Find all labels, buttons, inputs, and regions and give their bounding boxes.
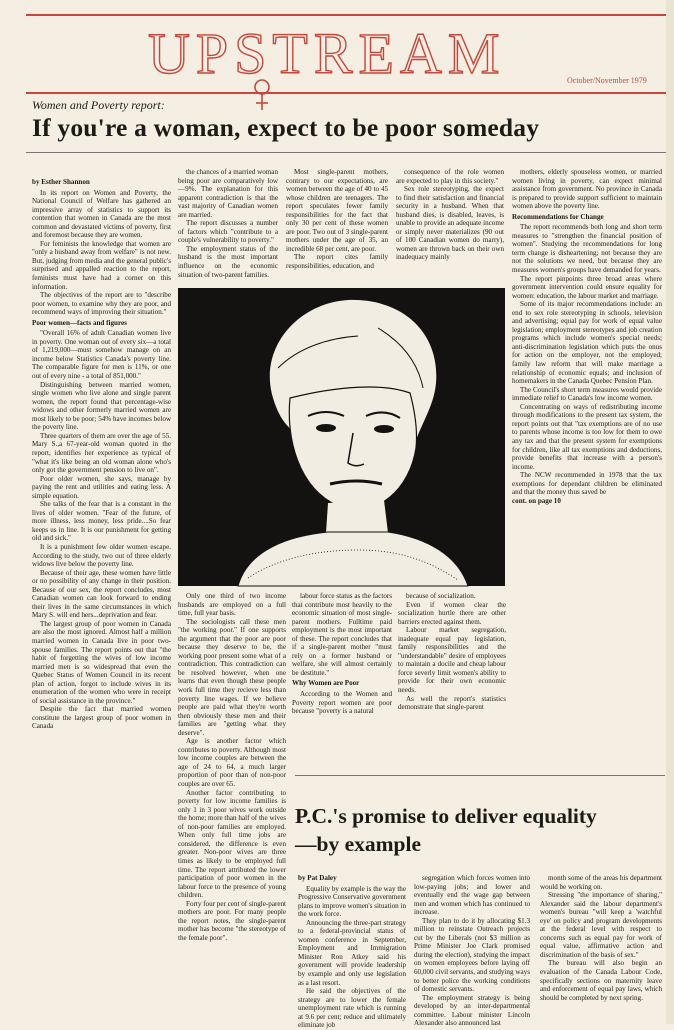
paragraph: Even if women clear the socialization hurtle there are other barriers erected against them. [398, 600, 506, 626]
a2-col2-paras [414, 874, 530, 1028]
paragraph: the chances of a married woman being poor are comparatively low—9%. The explanation for this apparent contradiction is that the vast majority of Canadian women are married. [178, 168, 278, 219]
paragraph: Because of their age, these women have little or no possibility of any change in their position. Because of our sex, the report concludes, most Canadian women can look forward to ending their lives in the same circumstances in which Mary S. will end hers...deprivation and fear. [32, 568, 171, 620]
paragraph: Another factor contributing to poverty for low income families is only 1 in 3 poor wives work outside the home; more than half of the wives of non-poor families are employed. When only full time jobs are considered, the difference is even greater. Non-poor wives are three times as likely to be employed full time. The report attributed the lower participation of poor women in the labour force to the presence of young children. [178, 788, 286, 900]
paragraph: Stressing "the importance of sharing," Alexander said the labour department's women's bureau "will keep a 'watchful eye' on policy and program developments at the federal level with respect to concerns such as equal pay for work of equal value, affirmative action and discrimination of the basis of sex." [540, 891, 662, 959]
masthead-title: UPSTREAM [148, 21, 506, 86]
second-headline-line-2: —by example [295, 832, 422, 856]
col2-paras [178, 168, 278, 279]
byline: by Esther Shannon [32, 178, 90, 186]
article-column-2-top [178, 168, 278, 286]
paragraph: Equality by example is the way the Progressive Conservative government plans to improve women's situation in the work force. [298, 884, 406, 919]
col5-paras [512, 168, 662, 211]
col3-paras [286, 168, 388, 271]
a2-col3-paras [540, 874, 662, 1002]
article2-column-2 [414, 874, 530, 1028]
paragraph: According to the Women and Poverty report women are poor because "poverty is a natural [292, 690, 392, 716]
paragraph: He said the objectives of the strategy are to lower the female unemployment rate which is running at 9.6 per cent; reduce and ultimately eliminate job [298, 987, 406, 1030]
paragraph: segregation which forces women into low-paying jobs; and lower and eventually end the wage gap between men and women which has continued to increase. [414, 874, 530, 917]
article2-column-1 [298, 874, 406, 1030]
article-column-2-bottom [178, 592, 286, 1016]
paragraph: The report pinpoints three broad areas where government intervention could ensure equality for women: education, the labour market and marriage. [512, 274, 662, 300]
paragraph: Forty four per cent of single-parent mothers are poor. For many people the report notes, the single-parent mother has become "the stereotype of the female poor". [178, 899, 286, 942]
paragraph: labour force status as the factors that contribute most heavily to the economic situation of most single-parent mothers. Fulltime paid employment is the most important of these. The report concludes that if a single-parent mother "must rely on a former husband or welfare, she will almost certainly be destitute." [292, 592, 392, 677]
paragraph: The objectives of the report are to "describe poor women, to examine why they are poor, and recommend ways of improving their situation." [32, 291, 171, 317]
col4-paras [396, 168, 504, 262]
col3b-paras [292, 592, 392, 677]
paragraph: Sex role stereotyping, the expect to find their satisfaction and financial security in a husband. When that husband dies, is disabled, leaves, is unable to provide an adequate income or simply never materializes (90 out of 100 Canadian women do marry), women are thrown back on their own inadequacy mainly [396, 185, 504, 262]
paragraph: Distinguishing between married women, single women who live alone and single parent women, the report found that percentage-wise widows and other formerly married women are most likely to be poor; 54% have incomes below the poverty line. [32, 380, 171, 432]
paragraph: consequence of the role women are expected to play in this society." [396, 168, 504, 185]
article-column-3-top [286, 168, 388, 286]
page-edge [666, 0, 674, 1024]
col2b-paras [178, 592, 286, 942]
second-article-rule [295, 775, 665, 776]
paragraph: Some of its major recommendations include: an end to sex role stereotyping in schools, television and advertising; equal pay for work of equal value legislation; employment stereotypes and job creation programs which include women's special needs; anti-discrimination legislation which puts the onus for action on the employer, not the employed; family law reform that will make marriage a relationship of economic equals; and inclusion of homemakers in the Canada Quebec Pension Plan. [512, 300, 662, 386]
paragraph: Despite the fact that married women constitute the largest group of poor women in Canada [32, 705, 171, 731]
article-column-4-bottom [398, 592, 506, 772]
paragraph: Announcing the three-part strategy to a federal-provincial status of women conference in September, Employment and Immigration Minister Ron Atkey said his government will provide leadership by example and only use legislation as a last resort. [298, 918, 406, 987]
woman-portrait-illustration [178, 288, 505, 586]
paragraph: The report discusses a number of factors which "contribute to a couple's vulnerability to poverty." [178, 219, 278, 245]
paragraph: "Overall 16% of adult Canadian women live in poverty. One woman out of every six—a total of 1,219,000—must somehow manage on an income below Statistics Canada's poverty line. The comparable figure for men is 11%, or one out of every nine - a total of 851,000." [32, 329, 171, 381]
col3c-paras [292, 690, 392, 716]
paragraph: The employment status of the husband is the most important influence on the economic situation of two-parent families. [178, 244, 278, 279]
paragraph: because of socialization. [406, 592, 476, 600]
paragraph: They plan to do it by allocating $1.3 million to reinstate Outreach projects cut by the Liberals (not $3 million as Prime Minister Joe Clark promised during the election), studying the impact on women employees before laying off 60,000 civil servants, and studying ways to better police the working conditions of domestic servants. [414, 916, 530, 994]
paragraph: The largest group of poor women in Canada are also the most ignored. Almost half a million married women in Canada live in poor two-spouse families. The report points out that "the habit of forgetting the wives of low income married men is so widespread that even the Quebec Status of Women Council in its recent plan of action, forgot to include wives in its enumeration of the women who were in receipt of social assistance in the province." [32, 619, 171, 705]
venus-symbol-icon [252, 78, 272, 112]
paragraph: The report cites family responsibilities, education, and [286, 253, 388, 271]
paragraph: The bureau will also begin an evaluation of the Canada Labour Code, specifically sections on maternity leave and enforcement of equal pay laws, which should be completed by next spring. [540, 959, 662, 1002]
paragraph: For feminists the knowledge that women are "only a husband away from welfare" is not new. But, judging from media and the general public's surprised and appalled reaction to the report, feminists must have had a corner on this information. [32, 239, 171, 291]
paragraph: The sociologists call these men "the working poor." If one supports the argument that the poor are poor because they deserve to be, the working poor present some what of a contradiction. This contradiction can be resolved however, when one learns that even though these people work full time they recieve less than poverty line wages. If we believe people are paid what they're worth then obviously these men and their families are "getting what they deserve". [178, 617, 286, 737]
paragraph: She talks of the fear that is a constant in the lives of older women. "Fear of the future, of more illness, less money, less pride....So fear keeps us in line. It is our punishment for getting old and sick." [32, 500, 171, 543]
paragraph: mothers, elderly spouseless women, or married women living in poverty, can expect minimal assistance from government. No province in Canada is prepared to provide support sufficient to maintain women above the poverty line. [512, 168, 662, 211]
second-article-headline [295, 802, 665, 858]
article-column-4-top [396, 168, 504, 286]
article-column-1 [32, 178, 171, 1016]
paragraph: month some of the areas his department would be working on. [540, 874, 662, 891]
issue-date: October/November 1979 [567, 76, 647, 85]
article-kicker: Women and Poverty report: [32, 98, 165, 112]
paragraph: Concentrating on ways of redistributing income through modifications to the present tax system, the report points out that "tax exemptions are of no use to parents whose income is too low for them to owe any tax and that the present system for exemptions for children, like all tax exemptions and deductions, provide benefits that increase with a person's income. [512, 402, 662, 471]
subhead-why: Why Women are Poor [292, 679, 360, 688]
paragraph: In its report on Women and Poverty, the National Council of Welfare has gathered an impressive array of statistics to support its contention that women in Canada are the most common and devastated victims of poverty, first and foremost because they are women. [32, 188, 171, 240]
subhead-recommendations: Recommendations for Change [512, 212, 604, 221]
col1-paras [32, 189, 171, 317]
paragraph: As well the report's statistics demonstrate that single-parent [398, 694, 506, 712]
col4b-paras [398, 592, 506, 712]
article-headline: If you're a woman, expect to be poor someday [32, 113, 540, 142]
paragraph: It is a punishment few older women escape. According to the study, two out of three elderly widows live below the poverty line. [32, 542, 171, 569]
article2-column-3 [540, 874, 662, 1016]
paragraph: The report recommends both long and short term measures to "strengthen the financial position of women". Studying the recommendations for long term change is disheartening; not because they are not the solutions we need, but because they are measures women's groups have demanded for years. [512, 223, 662, 275]
paragraph: Three quarters of them are over the age of 55. Mary S.,a 67-year-old woman quoted in the report, identifies her experience as typical of "what it's like being an old woman alone who's only got the government pension to live on". [32, 431, 171, 475]
paragraph: The employment strategy is being developed by an inter-departmental committee. Labour minister Lincoln Alexander also announced last [414, 993, 530, 1028]
headline-rule [26, 152, 666, 153]
continued-line: cont. on page 10 [512, 496, 561, 505]
second-headline-line-1: P.C.'s promise to deliver equality [295, 804, 597, 828]
paragraph: Only one third of two income husbands are employed on a full time, full year basis. [178, 592, 286, 618]
article-column-3-bottom [292, 592, 392, 772]
paragraph: Labour market segregation, inadequate equal pay legislation, family responsibilities and the "understandable" desire of employees to maintain a docile and cheap labour force severly limit women's ability to provide for their own economic needs. [398, 626, 506, 695]
masthead [30, 16, 660, 92]
subhead-facts: Poor women—facts and figures [32, 318, 127, 327]
article2-byline: by Pat Daley [298, 874, 337, 882]
paragraph: The NCW recommended in 1978 that the tax exemptions for dependant children be eliminated and that the money thus saved be [512, 471, 662, 497]
col1b-paras [32, 329, 171, 731]
paragraph: Most single-parent mothers, contrary to our expectations, are women between the age of 40 to 45 whose children are teenagers. The report speculates fewer family responsibilities for the fact that only 30 per cent of these women are poor. Two out of 3 single-parent mothers under the age of 35, an incredible 68 per cent, are poor. [286, 168, 388, 253]
a2-col1-paras [298, 885, 406, 1030]
paragraph: The Council's short term measures would provide immediate relief to Canada's low income women. [512, 385, 662, 403]
masthead-bottom-rule [26, 92, 666, 94]
col5b-paras [512, 223, 662, 497]
paragraph: Poor older women, she says, manage by paying the rent and utilities and eating less. A simple equation. [32, 474, 171, 500]
article-column-5 [512, 168, 662, 780]
paragraph: Age is another factor which contributes to poverty. Although most low income couples are between the age of 24 to 64, a much larger proportion of poor than of non-poor couples are over 65. [178, 737, 286, 789]
